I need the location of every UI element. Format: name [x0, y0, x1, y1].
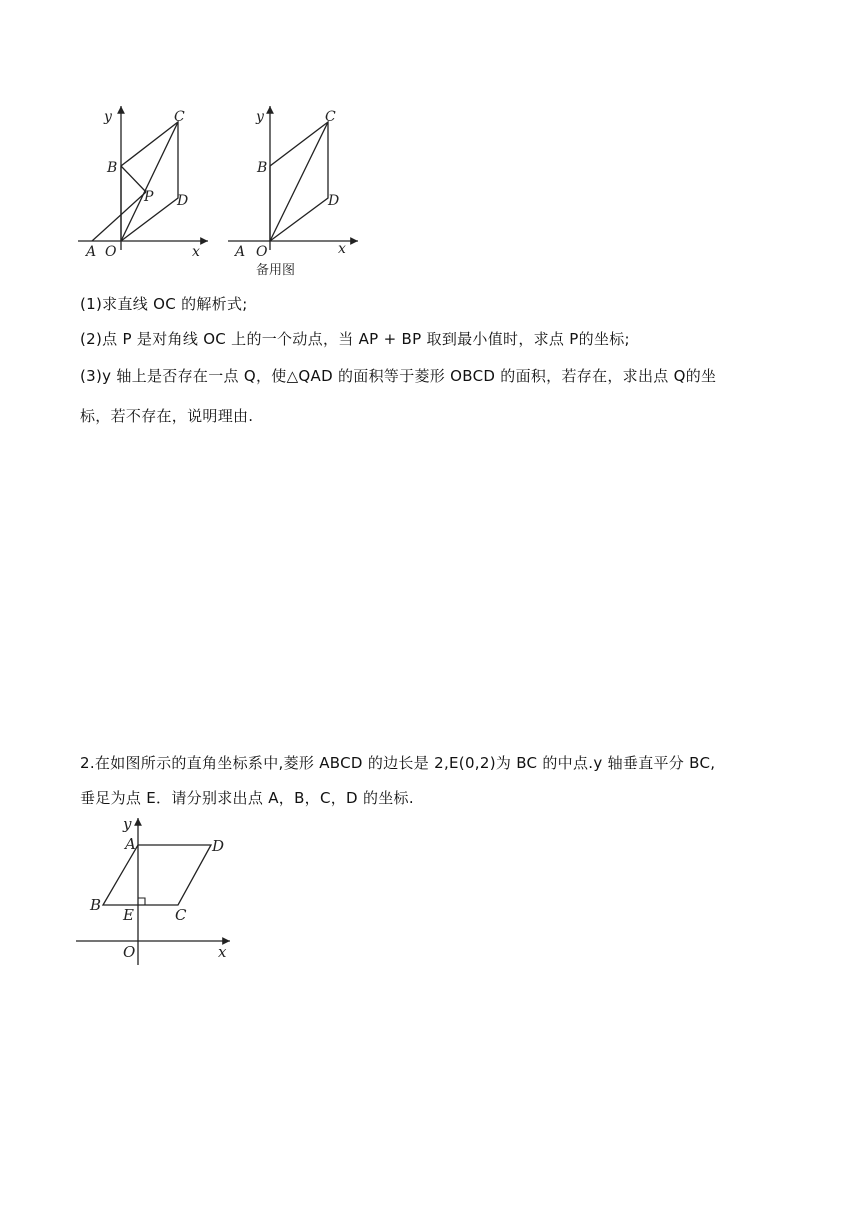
- label-y: y: [104, 109, 112, 125]
- problem2-line-2: 垂足为点 E．请分别求出点 A，B，C，D 的坐标.: [80, 789, 414, 807]
- diagonal-oc: [121, 122, 178, 241]
- diagonal-oc: [270, 122, 328, 241]
- rhombus-abcd: [103, 845, 211, 905]
- figure-3-rhombus-diagram: [70, 812, 240, 972]
- figure-1-svg: [70, 100, 220, 260]
- figure-2-backup-diagram: [220, 100, 370, 260]
- label-a: A: [235, 244, 246, 260]
- segment-ap: [92, 192, 146, 241]
- label-o: O: [256, 244, 268, 260]
- label-d: D: [177, 193, 189, 209]
- label-d: D: [212, 837, 225, 855]
- label-d: D: [328, 193, 340, 209]
- label-x: x: [338, 241, 346, 257]
- label-o: O: [105, 244, 117, 260]
- segment-bp: [121, 166, 146, 192]
- problem2-line-1: 2.在如图所示的直角坐标系中,菱形 ABCD 的边长是 2,E(0,2)为 BC 的中点.y 轴垂直平分 BC,: [80, 754, 716, 772]
- label-b: B: [90, 896, 102, 914]
- figure-2-caption: 备用图: [256, 263, 296, 278]
- label-y: y: [123, 815, 132, 833]
- label-x: x: [218, 943, 227, 961]
- problem1-question-1: (1)求直线 OC 的解析式;: [80, 295, 248, 313]
- figure-3-svg: [70, 812, 240, 972]
- label-c: C: [174, 109, 185, 125]
- problem1-question-3-line-2: 标，若不存在，说明理由.: [80, 407, 254, 425]
- right-angle-mark: [138, 898, 145, 905]
- label-a: A: [125, 835, 136, 853]
- label-c: C: [175, 906, 187, 924]
- label-o: O: [123, 943, 136, 961]
- figure-1-coordinate-diagram: [70, 100, 220, 260]
- problem1-question-2: (2)点 P 是对角线 OC 上的一个动点，当 AP + BP 取到最小值时，求点 P的坐标;: [80, 330, 630, 348]
- figure-2-svg: [220, 100, 370, 260]
- label-a: A: [86, 244, 97, 260]
- label-y: y: [256, 109, 264, 125]
- label-c: C: [325, 109, 336, 125]
- label-p: P: [144, 189, 154, 205]
- label-e: E: [123, 906, 134, 924]
- label-x: x: [192, 244, 200, 260]
- problem1-question-3-line-1: (3)y 轴上是否存在一点 Q，使△QAD 的面积等于菱形 OBCD 的面积，若存在，求出点 Q的坐: [80, 367, 717, 385]
- label-b: B: [107, 160, 118, 176]
- label-b: B: [257, 160, 268, 176]
